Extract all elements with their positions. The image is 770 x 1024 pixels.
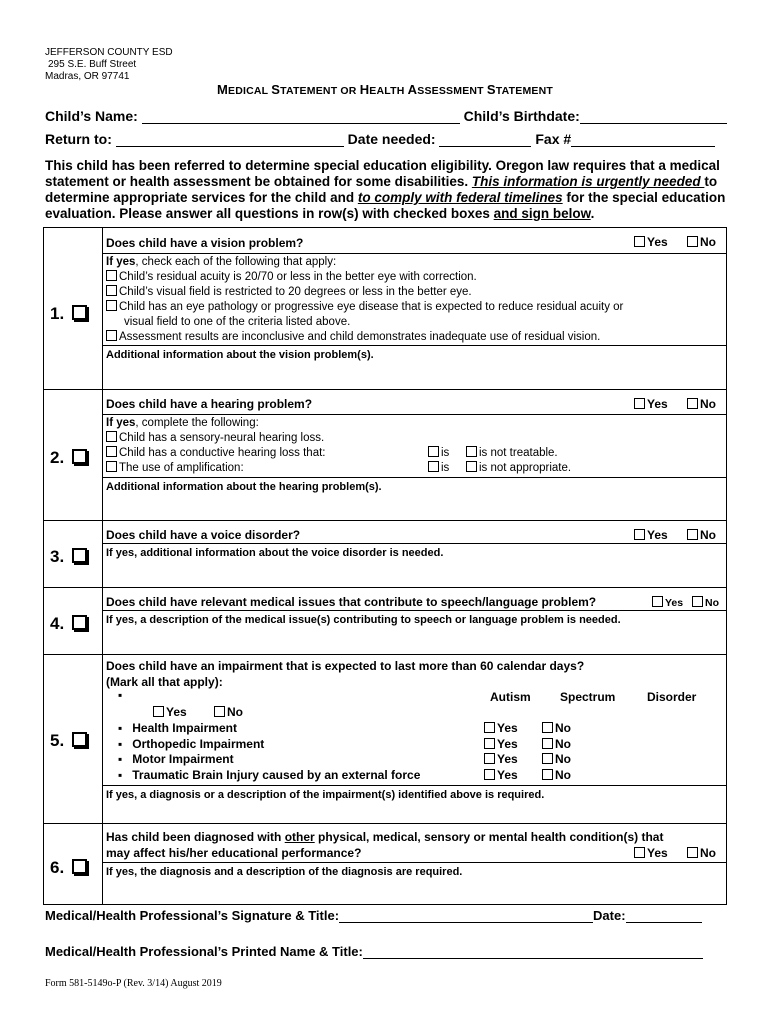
autism-no[interactable]: No [214, 705, 243, 721]
row-number: 3. [50, 547, 87, 567]
hearing-question: Does child have a hearing problem? [106, 397, 313, 411]
row-1-checkbox[interactable] [72, 305, 87, 320]
disorder-label: Disorder [647, 690, 697, 704]
health-impairment: ▪ Health Impairment [118, 721, 237, 735]
row-5-checkbox[interactable] [72, 732, 87, 747]
medical-speech-yes[interactable]: Yes [652, 596, 683, 609]
other-diagnosis-no[interactable]: No [687, 846, 716, 860]
vision-opt-3-cont: visual field to one of the criteria listed above. [124, 316, 351, 328]
impairment-question: Does child have an impairment that is expected to last more than 60 calendar days? [106, 659, 585, 673]
hearing-no[interactable]: No [687, 397, 716, 411]
hearing-not-appropriate[interactable]: is not appropriate. [466, 461, 571, 476]
orthopedic-no[interactable]: No [542, 737, 571, 753]
impairment-info: If yes, a diagnosis or a description of the impairment(s) identified above is required. [106, 789, 545, 801]
hearing-not-treatable[interactable]: is not treatable. [466, 446, 558, 461]
row-impairment [43, 654, 727, 824]
bullet: ▪ [118, 688, 123, 702]
row-other-diagnosis [43, 823, 727, 905]
date-needed-field[interactable] [439, 132, 531, 147]
row-number: 6. [50, 858, 87, 878]
hearing-is-1[interactable]: is [428, 446, 449, 461]
row-hearing [43, 389, 727, 521]
tbi-no[interactable]: No [542, 768, 571, 784]
hearing-ifyes: If yes, complete the following: [106, 417, 259, 429]
child-name-field[interactable] [142, 109, 460, 124]
hearing-is-2[interactable]: is [428, 461, 449, 476]
motor-no[interactable]: No [542, 752, 571, 768]
medical-speech-no[interactable]: No [692, 596, 719, 609]
row-2-checkbox[interactable] [72, 449, 87, 464]
autism-label: Autism [490, 690, 531, 704]
motor-impairment: ▪ Motor Impairment [118, 752, 234, 766]
voice-no[interactable]: No [687, 528, 716, 542]
voice-info: If yes, additional information about the voice disorder is needed. [106, 547, 444, 559]
orthopedic-impairment: ▪ Orthopedic Impairment [118, 736, 265, 751]
vision-yes[interactable]: Yes [634, 235, 668, 249]
date-label: Date: [593, 908, 626, 923]
child-name-row [45, 108, 727, 124]
other-diagnosis-yes[interactable]: Yes [634, 846, 668, 860]
hearing-additional: Additional information about the hearing problem(s). [106, 481, 382, 493]
health-no[interactable]: No [542, 721, 571, 737]
signature-row [45, 908, 702, 923]
row-6-checkbox[interactable] [72, 859, 87, 874]
row-3-checkbox[interactable] [72, 548, 87, 563]
printed-name-field[interactable] [363, 944, 703, 959]
vision-opt-1[interactable]: Child’s residual acuity is 20/70 or less in the better eye with correction. [106, 270, 477, 285]
tbi-impairment: ▪ Traumatic Brain Injury caused by an external force [118, 767, 421, 782]
row-4-checkbox[interactable] [72, 615, 87, 630]
vision-question: Does child have a vision problem? [106, 236, 304, 250]
vision-no[interactable]: No [687, 235, 716, 249]
child-birthdate-field[interactable] [580, 109, 727, 124]
row-vision [43, 227, 727, 390]
child-birthdate-label: Child’s Birthdate: [463, 108, 580, 124]
fax-field[interactable] [571, 132, 715, 147]
page-title: MEDICAL STATEMENT OR HEALTH ASSESSMENT STATEMENT [216, 82, 553, 97]
other-diagnosis-info: If yes, the diagnosis and a description of the diagnosis are required. [106, 866, 463, 878]
vision-opt-4[interactable]: Assessment results are inconclusive and child demonstrates inadequate use of residual vision. [106, 330, 600, 345]
spectrum-label: Spectrum [560, 690, 616, 704]
voice-yes[interactable]: Yes [634, 528, 668, 542]
vision-ifyes: If yes, check each of the following that apply: [106, 256, 337, 268]
row-number: 5. [50, 731, 87, 751]
return-to-label: Return to: [45, 131, 112, 147]
hearing-opt-2[interactable]: Child has a conductive hearing loss that: [106, 446, 325, 461]
vision-opt-3[interactable]: Child has an eye pathology or progressive eye disease that is expected to reduce residual acuity or [106, 300, 623, 315]
fax-label: Fax # [535, 131, 572, 147]
row-medical-speech [43, 587, 727, 655]
org-name: JEFFERSON COUNTY ESD [45, 47, 173, 58]
tbi-yes[interactable]: Yes [484, 768, 518, 784]
vision-additional: Additional information about the vision problem(s). [106, 349, 374, 361]
hearing-opt-1[interactable]: Child has a sensory-neural hearing loss. [106, 431, 324, 446]
row-voice [43, 520, 727, 588]
return-to-field[interactable] [116, 132, 344, 147]
hearing-yes[interactable]: Yes [634, 397, 668, 411]
other-diagnosis-question-cont: may affect his/her educational performance? [106, 846, 362, 860]
orthopedic-yes[interactable]: Yes [484, 737, 518, 753]
other-diagnosis-question: Has child been diagnosed with other physical, medical, sensory or mental health condition(s) that [106, 830, 664, 844]
signature-label: Medical/Health Professional’s Signature & Title: [45, 908, 340, 923]
autism-yes[interactable]: Yes [153, 705, 187, 721]
org-street: 295 S.E. Buff Street [48, 59, 137, 70]
intro-paragraph: This child has been referred to determine special education eligibility. Oregon law requires that a medical statement or health assessment be obtained for some disabilities. This information is urgently needed to determine appropriate services for the child and to comply with federal timelines for the special education evaluation. Please answer all questions in row(s) with checked boxes and sign below. [45, 158, 726, 221]
form-number: Form 581-5149o-P (Rev. 3/14) August 2019 [45, 978, 222, 989]
medical-speech-info: If yes, a description of the medical issue(s) contributing to speech or language problem is needed. [106, 614, 621, 626]
child-name-label: Child’s Name: [45, 108, 138, 124]
row-number: 4. [50, 614, 87, 634]
voice-question: Does child have a voice disorder? [106, 528, 301, 542]
row-number: 1. [50, 304, 87, 324]
printed-name-row [45, 944, 703, 959]
vision-opt-2[interactable]: Child’s visual field is restricted to 20 degrees or less in the better eye. [106, 285, 472, 300]
date-field[interactable] [626, 908, 702, 923]
motor-yes[interactable]: Yes [484, 752, 518, 768]
org-city: Madras, OR 97741 [45, 71, 130, 82]
medical-speech-question: Does child have relevant medical issues that contribute to speech/language problem? [106, 595, 597, 609]
impairment-mark: (Mark all that apply): [106, 675, 223, 689]
signature-field[interactable] [339, 908, 593, 923]
health-yes[interactable]: Yes [484, 721, 518, 737]
printed-name-label: Medical/Health Professional’s Printed Name & Title: [45, 944, 363, 959]
row-number: 2. [50, 448, 87, 468]
date-needed-label: Date needed: [347, 131, 436, 147]
hearing-opt-3[interactable]: The use of amplification: [106, 461, 244, 476]
return-row [45, 131, 715, 147]
